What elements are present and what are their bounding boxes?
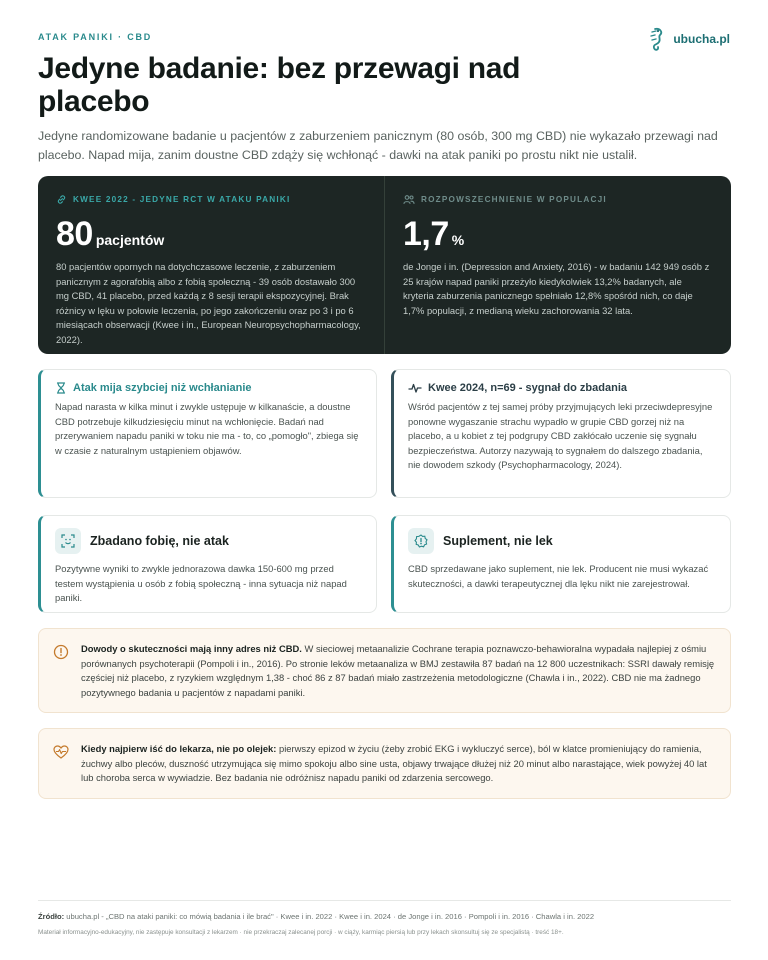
footer-source xyxy=(38,912,594,921)
stat-header xyxy=(403,194,713,205)
card-title-text: Suplement, nie lek xyxy=(443,534,553,548)
note-evidence xyxy=(38,628,731,713)
stats-panel xyxy=(38,176,731,354)
stat-kwee-2022 xyxy=(38,176,384,354)
card-body: Napad narasta w kilka minut i zwykle ustępuje w kilkanaście, a doustne CBD potrzebuje kilkudziesięciu minut na wchłonięcie. Badań nad przerywaniem napadu paniki w toku nie ma - to, co „pomogło", zbiega się w czasie z naturalnym ustąpieniem objawów. xyxy=(55,401,359,456)
pulse-icon xyxy=(408,382,422,394)
stat-number: 1,7 xyxy=(403,215,449,253)
note-lead: Dowody o skuteczności mają inny adres niż CBD. xyxy=(81,643,302,654)
stat-unit: pacjentów xyxy=(95,232,165,248)
card-phobia xyxy=(38,515,377,613)
card-title-text: Atak mija szybciej niż wchłanianie xyxy=(73,382,252,394)
card-title xyxy=(55,382,362,394)
stat-label: ROZPOWSZECHNIENIE W POPULACJI xyxy=(421,195,607,204)
card-title-text: Zbadano fobię, nie atak xyxy=(90,534,229,548)
seahorse-logo-icon xyxy=(646,26,668,52)
note-lead: Kiedy najpierw iść do lekarza, nie po olejek: xyxy=(81,743,277,754)
footer-disclaimer: Materiał informacyjno-edukacyjny, nie zastępuje konsultacji z lekarzem · nie przekraczaj zalecanej porcji · w ciąży, karmiąc piersią lub przy lekach skonsultuj się ze specjalistą · treść 18+. xyxy=(38,929,564,936)
stat-unit: % xyxy=(451,232,465,248)
card-title xyxy=(408,382,716,394)
note-text xyxy=(81,742,716,785)
lead-paragraph: Jedyne randomizowane badanie u pacjentów z zaburzeniem panicznym (80 osób, 300 mg CBD) nie wykazało przewagi nad placebo. Napad mija, zanim doustne CBD zdąży się wchłonąć - dawki na atak paniki po prostu nikt nie ustalił. xyxy=(38,129,718,162)
card-title xyxy=(408,528,716,554)
link-icon xyxy=(56,194,67,205)
source-text: ubucha.pl - „CBD na ataki paniki: co mówią badania i ile brać" · Kwee i in. 2022 · Kwee i in. 2024 · de Jonge i in. 2016 · Pompoli i in. 2016 · Chawla i in. 2022 xyxy=(64,912,595,921)
stat-header xyxy=(56,194,366,205)
people-icon xyxy=(403,194,415,205)
stat-value xyxy=(56,215,366,254)
eyebrow: ATAK PANIKI · CBD xyxy=(38,32,153,42)
stat-prevalence xyxy=(384,176,731,354)
stat-description: 80 pacjentów opornych na dotychczasowe leczenie, z zaburzeniem panicznym z agorafobią albo z fobią społeczną - 39 osób dostawało 300 mg CBD, 41 placebo, przed każdą z 8 sesji terapii ekspozycyjnej. Brak różnicy w lęku w połowie leczenia, po jego zakończeniu oraz po 3 i po 6 miesiącach obserwacji (Kwee i in., European Neuropsychopharmacology, 2022). xyxy=(56,261,361,345)
brand-name: ubucha.pl xyxy=(673,32,730,46)
card-supplement xyxy=(391,515,731,613)
card-body: Wśród pacjentów z tej samej próby przyjmujących leki przeciwdepresyjne ponowne wygaszanie strachu wypadło w grupie CBD gorzej niż na placebo, a u kobiet z tej podgrupy CBD zakłócało uczenie się sygnału bezpieczeństwa. Autorzy nazywają to sygnałem do dalszego zbadania, nie dowodem szkody (Psychopharmacology, 2024). xyxy=(408,401,713,470)
note-body: W sieciowej metaanalizie Cochrane terapia poznawczo-behawioralna wypadała najlepiej z ośmiu porównanych psychoterapii (Pompoli i in., 2016). Po stronie leków metaanaliza w BMJ zestawiła 87 badań na 12 800 uczestnikach: SSRI dawały remisję częściej niż placebo, z ryzykiem względnym 1,38 - choć 86 z 87 badań miało zastrzeżenia metodologiczne (Chawla i in., 2022). CBD nie ma żadnego pozytywnego badania u pacjentów z napadami paniki. xyxy=(81,643,715,698)
heart-pulse-icon xyxy=(53,744,69,760)
card-title-text: Kwee 2024, n=69 - sygnał do zbadania xyxy=(428,382,627,394)
hourglass-icon xyxy=(55,382,67,394)
stat-description: de Jonge i in. (Depression and Anxiety, 2016) - w badaniu 142 949 osób z 25 krajów napad paniki przeżyło kiedykolwiek 13,2% badanych, ale kryteria zaburzenia panicznego spełniało 12,8% spośród nich, co daje 1,7% populacji, z medianą wieku zachorowania 32 lata. xyxy=(403,261,710,316)
note-doctor xyxy=(38,728,731,799)
scan-face-icon xyxy=(55,528,81,554)
card-title xyxy=(55,528,362,554)
stat-label: KWEE 2022 - JEDYNE RCT W ATAKU PANIKI xyxy=(73,195,291,204)
card-absorption xyxy=(38,369,377,498)
stat-value xyxy=(403,215,713,254)
alert-circle-icon xyxy=(53,644,69,660)
page-title: Jedyne badanie: bez przewagi nad placebo xyxy=(38,52,521,118)
source-label: Źródło: xyxy=(38,912,65,921)
stat-number: 80 xyxy=(56,215,93,253)
brand-logo[interactable] xyxy=(646,26,730,52)
card-body: CBD sprzedawane jako suplement, nie lek. Producent nie musi wykazać skuteczności, a dawki terapeutycznej dla lęku nikt nie zarejestrował. xyxy=(408,563,709,589)
note-body: pierwszy epizod w życiu (żeby zrobić EKG i wykluczyć serce), ból w klatce promieniujący do ramienia, żuchwy albo pleców, duszność utrzymująca się mimo spokoju albo sine usta, objawy trwające dłużej niż 20 minut albo narastające, wiek powyżej 40 lat lub choroba serca w wywiadzie. Bez badania nie odróżnisz napadu paniki od zdarzenia sercowego. xyxy=(81,743,707,783)
footer-divider xyxy=(38,900,731,901)
card-kwee-2024 xyxy=(391,369,731,498)
note-text xyxy=(81,642,716,699)
card-body: Pozytywne wyniki to zwykle jednorazowa dawka 150-600 mg przed testem wystąpienia u osób z fobią społeczną - inna sytuacja niż napad paniki. xyxy=(55,563,347,603)
badge-alert-icon xyxy=(408,528,434,554)
